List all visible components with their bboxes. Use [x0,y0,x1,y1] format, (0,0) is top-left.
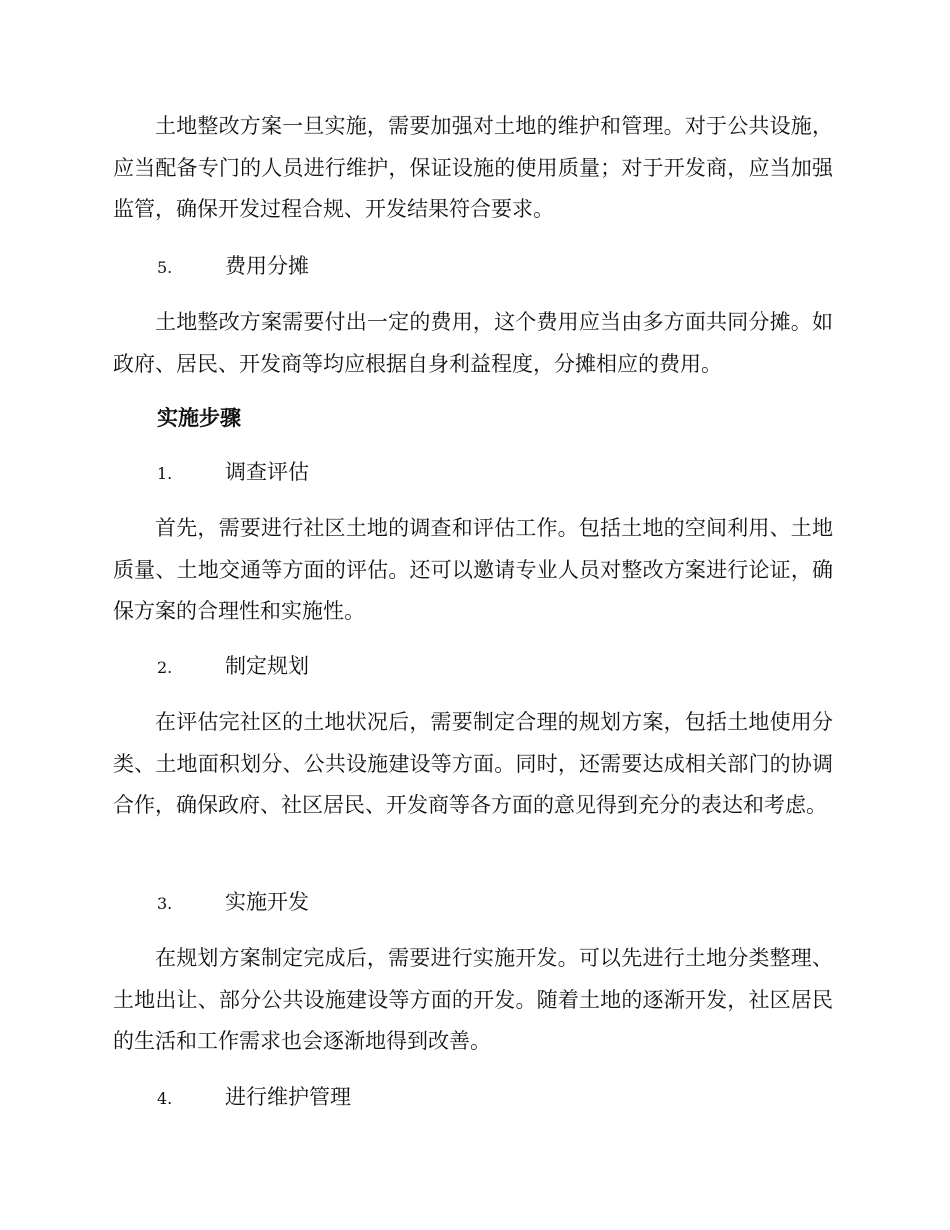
paragraph-planning: 在评估完社区的土地状况后，需要制定合理的规划方案，包括土地使用分类、土地面积划分、公共设施建设等方面。同时，还需要达成相关部门的协调合作，确保政府、社区居民、开发商等各方面的意见得到充分的表达和考虑。 [113,710,833,817]
paragraph-development: 在规划方案制定完成后，需要进行实施开发。可以先进行土地分类整理、土地出让、部分公共设施建设等方面的开发。随着土地的逐渐开发，社区居民的生活和工作需求也会逐渐地得到改善。 [113,946,833,1053]
list-item-development [157,882,309,925]
item-number: 2. [157,658,173,677]
item-label: 费用分摊 [225,254,309,278]
list-item-maintenance [157,1077,351,1120]
paragraph-maintenance: 土地整改方案一旦实施，需要加强对土地的维护和管理。对于公共设施，应当配备专门的人员进行维护，保证设施的使用质量；对于开发商，应当加强监管，确保开发过程合规、开发结果符合要求。 [113,114,833,221]
item-label: 调查评估 [225,460,309,484]
item-label: 实施开发 [225,890,309,914]
paragraph-cost-sharing: 土地整改方案需要付出一定的费用，这个费用应当由多方面共同分摊。如政府、居民、开发商等均应根据自身利益程度，分摊相应的费用。 [113,310,833,376]
item-number: 4. [157,1089,173,1108]
paragraph-survey: 首先，需要进行社区土地的调查和评估工作。包括土地的空间利用、土地质量、土地交通等方面的评估。还可以邀请专业人员对整改方案进行论证，确保方案的合理性和实施性。 [113,516,833,623]
section-heading: 实施步骤 [157,406,241,430]
item-label: 制定规划 [225,654,309,678]
list-item-cost-sharing [157,246,309,289]
list-item-planning [157,646,309,689]
item-number: 1. [157,464,173,483]
item-label: 进行维护管理 [225,1085,351,1109]
list-item-survey [157,452,309,495]
item-number: 3. [157,894,173,913]
item-number: 5. [157,258,173,277]
